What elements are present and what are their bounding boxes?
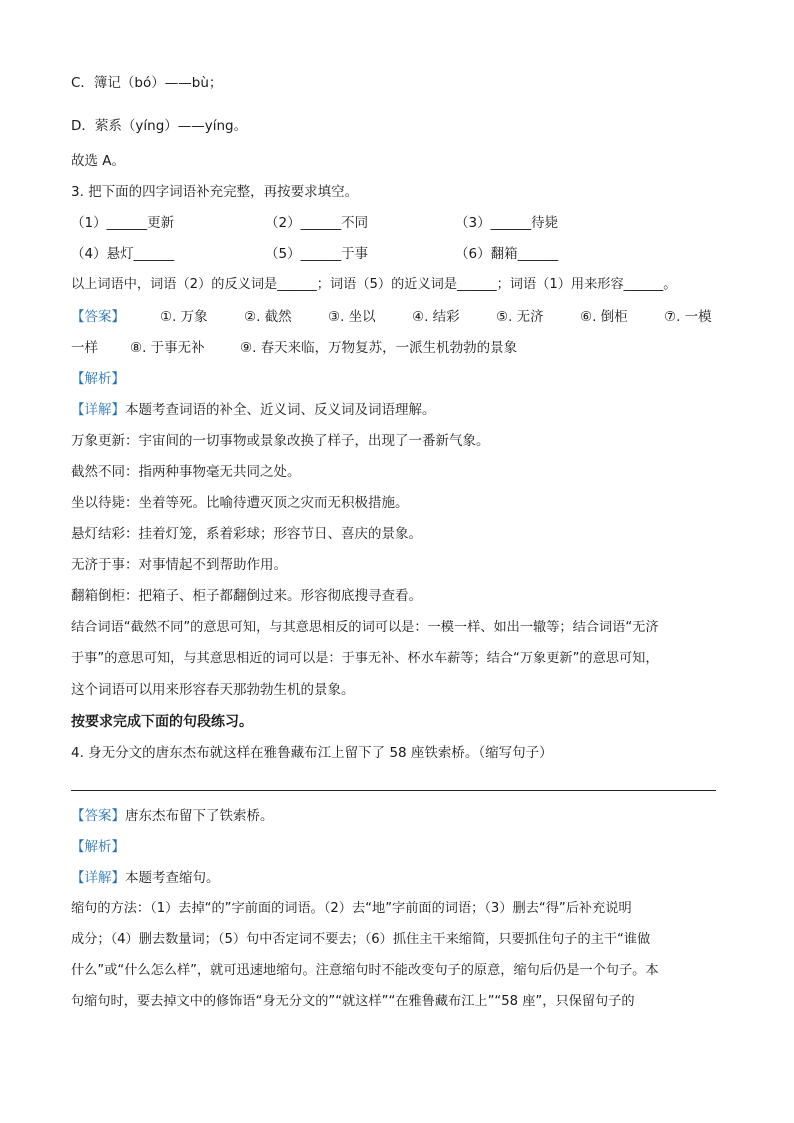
q3-item-5: （5）______于事 bbox=[265, 246, 369, 262]
answer-6: ⑥. 倒柜 bbox=[580, 309, 628, 325]
section-heading: 按要求完成下面的句段练习。 bbox=[71, 714, 253, 730]
q3-item-3: （3）______待毙 bbox=[455, 215, 559, 231]
method-line-2: 成分；（4）删去数量词；（5）句中否定词不要去；（6）抓住主干来缩简，只要抓住句子的主干“谁做 bbox=[71, 932, 651, 947]
answer-7-continued: 一样 bbox=[71, 340, 98, 356]
answer-2-text: 唐东杰布留下了铁索桥。 bbox=[125, 808, 274, 824]
definition-4: 悬灯结彩：挂着灯笼，系着彩球；形容节日、喜庆的景象。 bbox=[71, 526, 422, 542]
method-line-1: 缩句的方法：（1）去掉“的”字前面的词语。（2）去“地”字前面的词语；（3）删去“得”后补充说明 bbox=[71, 901, 632, 916]
analysis-tag: 【解析】 bbox=[71, 371, 125, 387]
detail-2-text: 本题考查缩句。 bbox=[125, 870, 220, 886]
answer-blank-line bbox=[71, 790, 716, 791]
method-line-3: 什么”或“什么怎么样”，就可迅速地缩句。注意缩句时不能改变句子的原意，缩句后仍是一个句子。本 bbox=[71, 963, 659, 978]
detail-tag: 【详解】 bbox=[71, 402, 125, 418]
definition-5: 无济于事：对事情起不到帮助作用。 bbox=[71, 557, 287, 573]
answer-1: ①. 万象 bbox=[160, 309, 208, 325]
answer-5: ⑤. 无济 bbox=[496, 309, 544, 325]
detail-text: 本题考查词语的补全、近义词、反义词及词语理解。 bbox=[125, 402, 436, 418]
option-c: C．簿记（bó）——bù； bbox=[71, 75, 223, 91]
answer-9: ⑨. 春天来临，万物复苏，一派生机勃勃的景象 bbox=[240, 340, 518, 356]
explanation-line-2: 于事”的意思可知，与其意思相近的词可以是：于事无补、杯水车薪等；结合“万象更新”的意思可知， bbox=[71, 651, 659, 666]
question-3-title: 3. 把下面的四字词语补充完整，再按要求填空。 bbox=[71, 184, 359, 200]
q3-fill-sentence: 以上词语中，词语（2）的反义词是______；词语（5）的近义词是______；词语（1）用来形容______。 bbox=[71, 277, 677, 292]
q3-item-1: （1）______更新 bbox=[71, 215, 175, 231]
detail-2-line bbox=[71, 868, 220, 888]
explanation-line-3: 这个词语可以用来形容春天那勃勃生机的景象。 bbox=[71, 682, 355, 698]
q3-item-6: （6）翻箱______ bbox=[455, 246, 559, 262]
answer-7: ⑦. 一模 bbox=[664, 309, 712, 325]
answer-2-line bbox=[71, 806, 274, 826]
choice-result: 故选 A。 bbox=[71, 153, 126, 169]
answer-2-tag: 【答案】 bbox=[71, 808, 125, 824]
option-d: D．萦系（yíng）——yíng。 bbox=[71, 118, 248, 134]
q3-item-2: （2）______不同 bbox=[265, 215, 369, 231]
explanation-line-1: 结合词语“截然不同”的意思可知，与其意思相反的词可以是：一模一样、如出一辙等；结合词语“无济 bbox=[71, 620, 659, 635]
q3-item-4: （4）悬灯______ bbox=[71, 246, 175, 262]
method-line-4: 句缩句时，要去掉文中的修饰语“身无分文的”“就这样”“在雅鲁藏布江上”“58 座”，只保留句子的 bbox=[71, 994, 635, 1009]
question-4: 4. 身无分文的唐东杰布就这样在雅鲁藏布江上留下了 58 座铁索桥。（缩写句子） bbox=[71, 745, 553, 761]
detail-line bbox=[71, 400, 436, 420]
answer-4: ④. 结彩 bbox=[412, 309, 460, 325]
answer-3: ③. 坐以 bbox=[328, 309, 376, 325]
answer-8: ⑧. 于事无补 bbox=[130, 340, 205, 356]
analysis-2-tag: 【解析】 bbox=[71, 839, 125, 855]
definition-3: 坐以待毙：坐着等死。比喻待遭灭顶之灾而无积极措施。 bbox=[71, 495, 409, 511]
definition-2: 截然不同：指两种事物毫无共同之处。 bbox=[71, 464, 301, 480]
detail-2-tag: 【详解】 bbox=[71, 870, 125, 886]
definition-1: 万象更新：宇宙间的一切事物或景象改换了样子，出现了一番新气象。 bbox=[71, 433, 490, 449]
definition-6: 翻箱倒柜：把箱子、柜子都翻倒过来。形容彻底搜寻查看。 bbox=[71, 588, 422, 604]
answer-tag: 【答案】 bbox=[71, 309, 125, 325]
answer-2: ②. 截然 bbox=[244, 309, 292, 325]
